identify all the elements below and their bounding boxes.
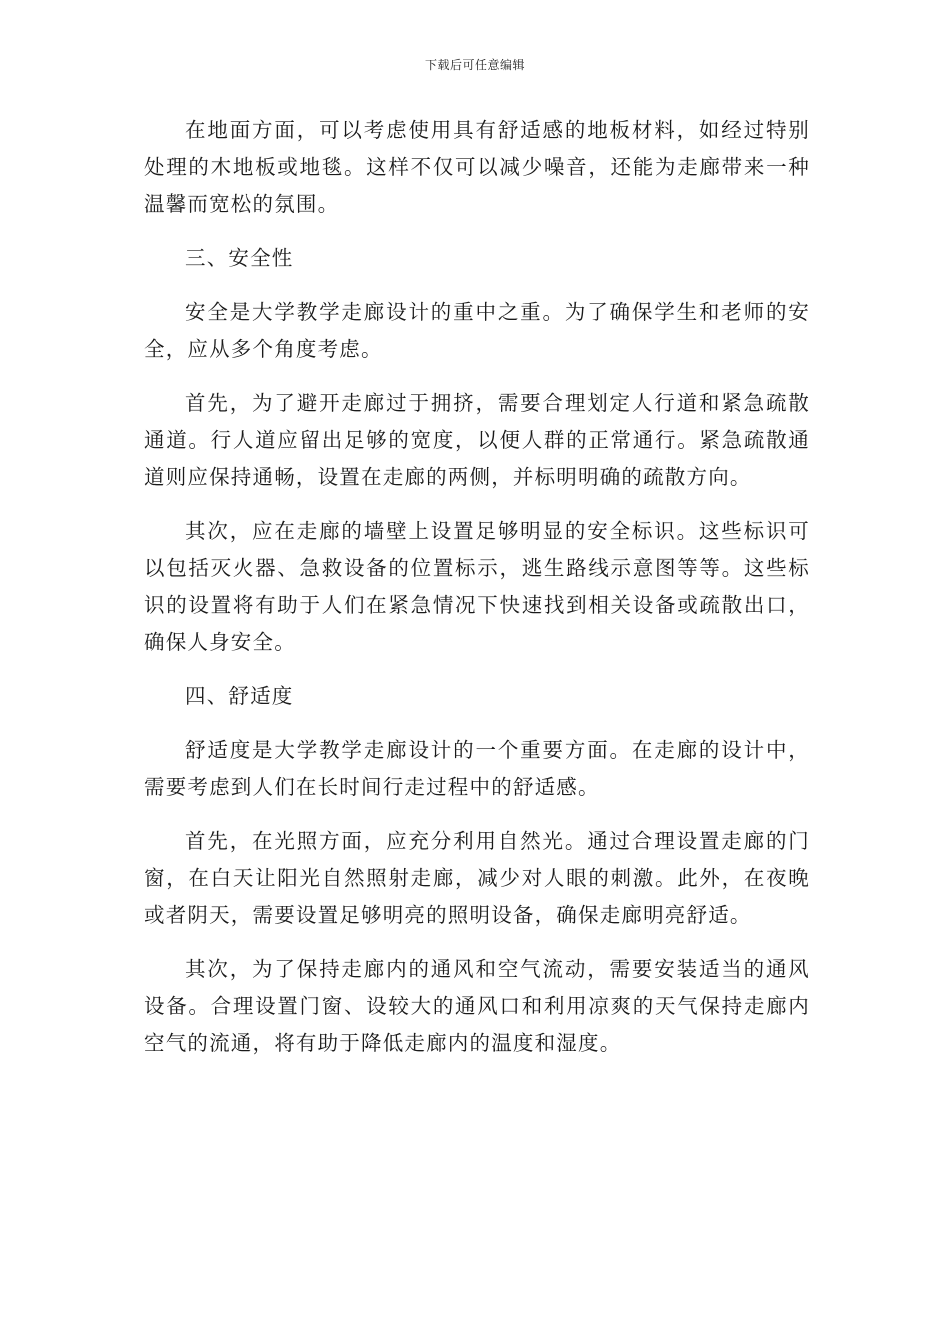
paragraph-safety-signs: 其次，应在走廊的墙壁上设置足够明显的安全标识。这些标识可以包括灭火器、急救设备的位置标示，逃生路线示意图等等。这些标识的设置将有助于人们在紧急情况下快速找到相关设备或疏散出口，确保人身安全。 <box>144 519 810 654</box>
document-body <box>144 112 810 1079</box>
header-note: 下载后可任意编辑 <box>424 58 525 72</box>
section-heading-comfort: 四、舒适度 <box>185 684 294 708</box>
paragraph-lighting: 首先，在光照方面，应充分利用自然光。通过合理设置走廊的门窗，在白天让阳光自然照射走廊，减少对人眼的刺激。此外，在夜晚或者阴天，需要设置足够明亮的照明设备，确保走廊明亮舒适。 <box>144 829 810 927</box>
paragraph-safety-intro: 安全是大学教学走廊设计的重中之重。为了确保学生和老师的安全，应从多个角度考虑。 <box>144 300 810 361</box>
paragraph-evacuation: 首先，为了避开走廊过于拥挤，需要合理划定人行道和紧急疏散通道。行人道应留出足够的宽度，以便人群的正常通行。紧急疏散通道则应保持通畅，设置在走廊的两侧，并标明明确的疏散方向。 <box>144 391 810 489</box>
paragraph-comfort-intro: 舒适度是大学教学走廊设计的一个重要方面。在走廊的设计中，需要考虑到人们在长时间行走过程中的舒适感。 <box>144 738 810 799</box>
section-heading-safety: 三、安全性 <box>185 246 294 270</box>
paragraph-flooring: 在地面方面，可以考虑使用具有舒适感的地板材料，如经过特别处理的木地板或地毯。这样不仅可以减少噪音，还能为走廊带来一种温馨而宽松的氛围。 <box>144 118 810 216</box>
paragraph-ventilation: 其次，为了保持走廊内的通风和空气流动，需要安装适当的通风设备。合理设置门窗、设较大的通风口和利用凉爽的天气保持走廊内空气的流通，将有助于降低走廊内的温度和湿度。 <box>144 957 810 1055</box>
